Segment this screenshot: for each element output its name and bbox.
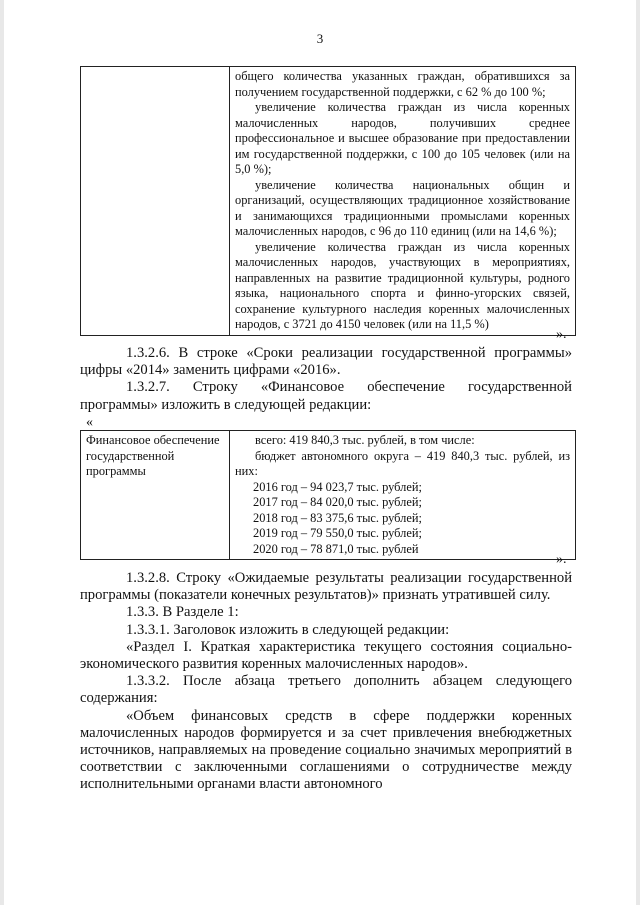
- financing-year: 2019 год – 79 550,0 тыс. рублей;: [253, 526, 422, 540]
- paragraph-1-3-3-1: 1.3.3.1. Заголовок изложить в следующей редакции:: [126, 621, 450, 638]
- body-block-1: [80, 345, 572, 414]
- results-paragraph: общего количества указанных граждан, обратившихся за получением государственной поддержки, с 62 % до 100 %;: [235, 69, 570, 99]
- financing-year: 2018 год – 83 375,6 тыс. рублей;: [253, 510, 422, 525]
- results-table-label-cell: [81, 67, 230, 336]
- results-table: [80, 66, 576, 336]
- closing-quote: ».: [556, 327, 567, 342]
- closing-quote: ».: [556, 552, 567, 567]
- results-paragraph: увеличение количества граждан из числа коренных малочисленных народов, участвующих в мероприятиях, направленных на развитие традиционной культуры, родного языка, национального спорта и финно-угорских связей, сохранение культурного наследия коренных малочисленных народов, с 3721 до 4150 человек (или на 11,5 %): [235, 239, 570, 331]
- scan-edge-left: [0, 0, 4, 905]
- scan-edge-right: [636, 0, 640, 905]
- results-table-text-cell: [230, 67, 576, 336]
- paragraph-1-3-2-6: 1.3.2.6. В строке «Сроки реализации государственной программы» цифры «2014» заменить цифрами «2016».: [80, 345, 572, 379]
- financing-values: [230, 431, 576, 560]
- paragraph-1-3-2-7: 1.3.2.7. Строку «Финансовое обеспечение государственной программы» изложить в следующей редакции:: [80, 379, 572, 413]
- financing-label: Финансовое обеспечение государственной программы: [81, 431, 230, 560]
- financing-year: 2016 год – 94 023,7 тыс. рублей;: [253, 479, 422, 494]
- paragraph-quote: «Объем финансовых средств в сфере поддержки коренных малочисленных народов формируется и за счет привлечения внебюджетных источников, направляемых на проведение социально значимых мероприятий в соответствии с заключенными соглашениями о сотрудничестве между исполнительными органами власти автономного: [80, 707, 572, 793]
- page-number: 3: [316, 31, 324, 46]
- results-paragraph: увеличение количества национальных общин и организаций, осуществляющих традиционное хозяйствование и занимающихся традиционными промыслами коренных малочисленных народов, с 96 до 110 единиц (или на 14,6 %);: [235, 177, 570, 238]
- opening-quote: «: [86, 415, 93, 430]
- financing-table: [80, 430, 576, 560]
- results-paragraph: увеличение количества граждан из числа коренных малочисленных народов, получивших среднее профессиональное и высшее образование при предоставлении им государственной поддержки, с 100 до 105 человек (или на 5,0 %);: [235, 100, 570, 176]
- body-block-2: [80, 570, 572, 794]
- financing-year: 2017 год – 84 020,0 тыс. рублей;: [253, 495, 422, 509]
- paragraph-1-3-3: 1.3.3. В Разделе 1:: [126, 604, 239, 621]
- financing-year: 2020 год – 78 871,0 тыс. рублей: [253, 541, 419, 556]
- financing-total: всего: 419 840,3 тыс. рублей, в том числе:: [255, 433, 475, 447]
- financing-budget: бюджет автономного округа – 419 840,3 тыс. рублей, из них:: [235, 448, 570, 478]
- paragraph-section-title: «Раздел I. Краткая характеристика текущего состояния социально-экономического развития коренных малочисленных народов».: [80, 638, 572, 673]
- paragraph-1-3-2-8: 1.3.2.8. Строку «Ожидаемые результаты реализации государственной программы (показатели конечных результатов)» признать утратившей силу.: [80, 570, 572, 604]
- paragraph-1-3-3-2: 1.3.3.2. После абзаца третьего дополнить абзацем следующего содержания:: [80, 673, 572, 707]
